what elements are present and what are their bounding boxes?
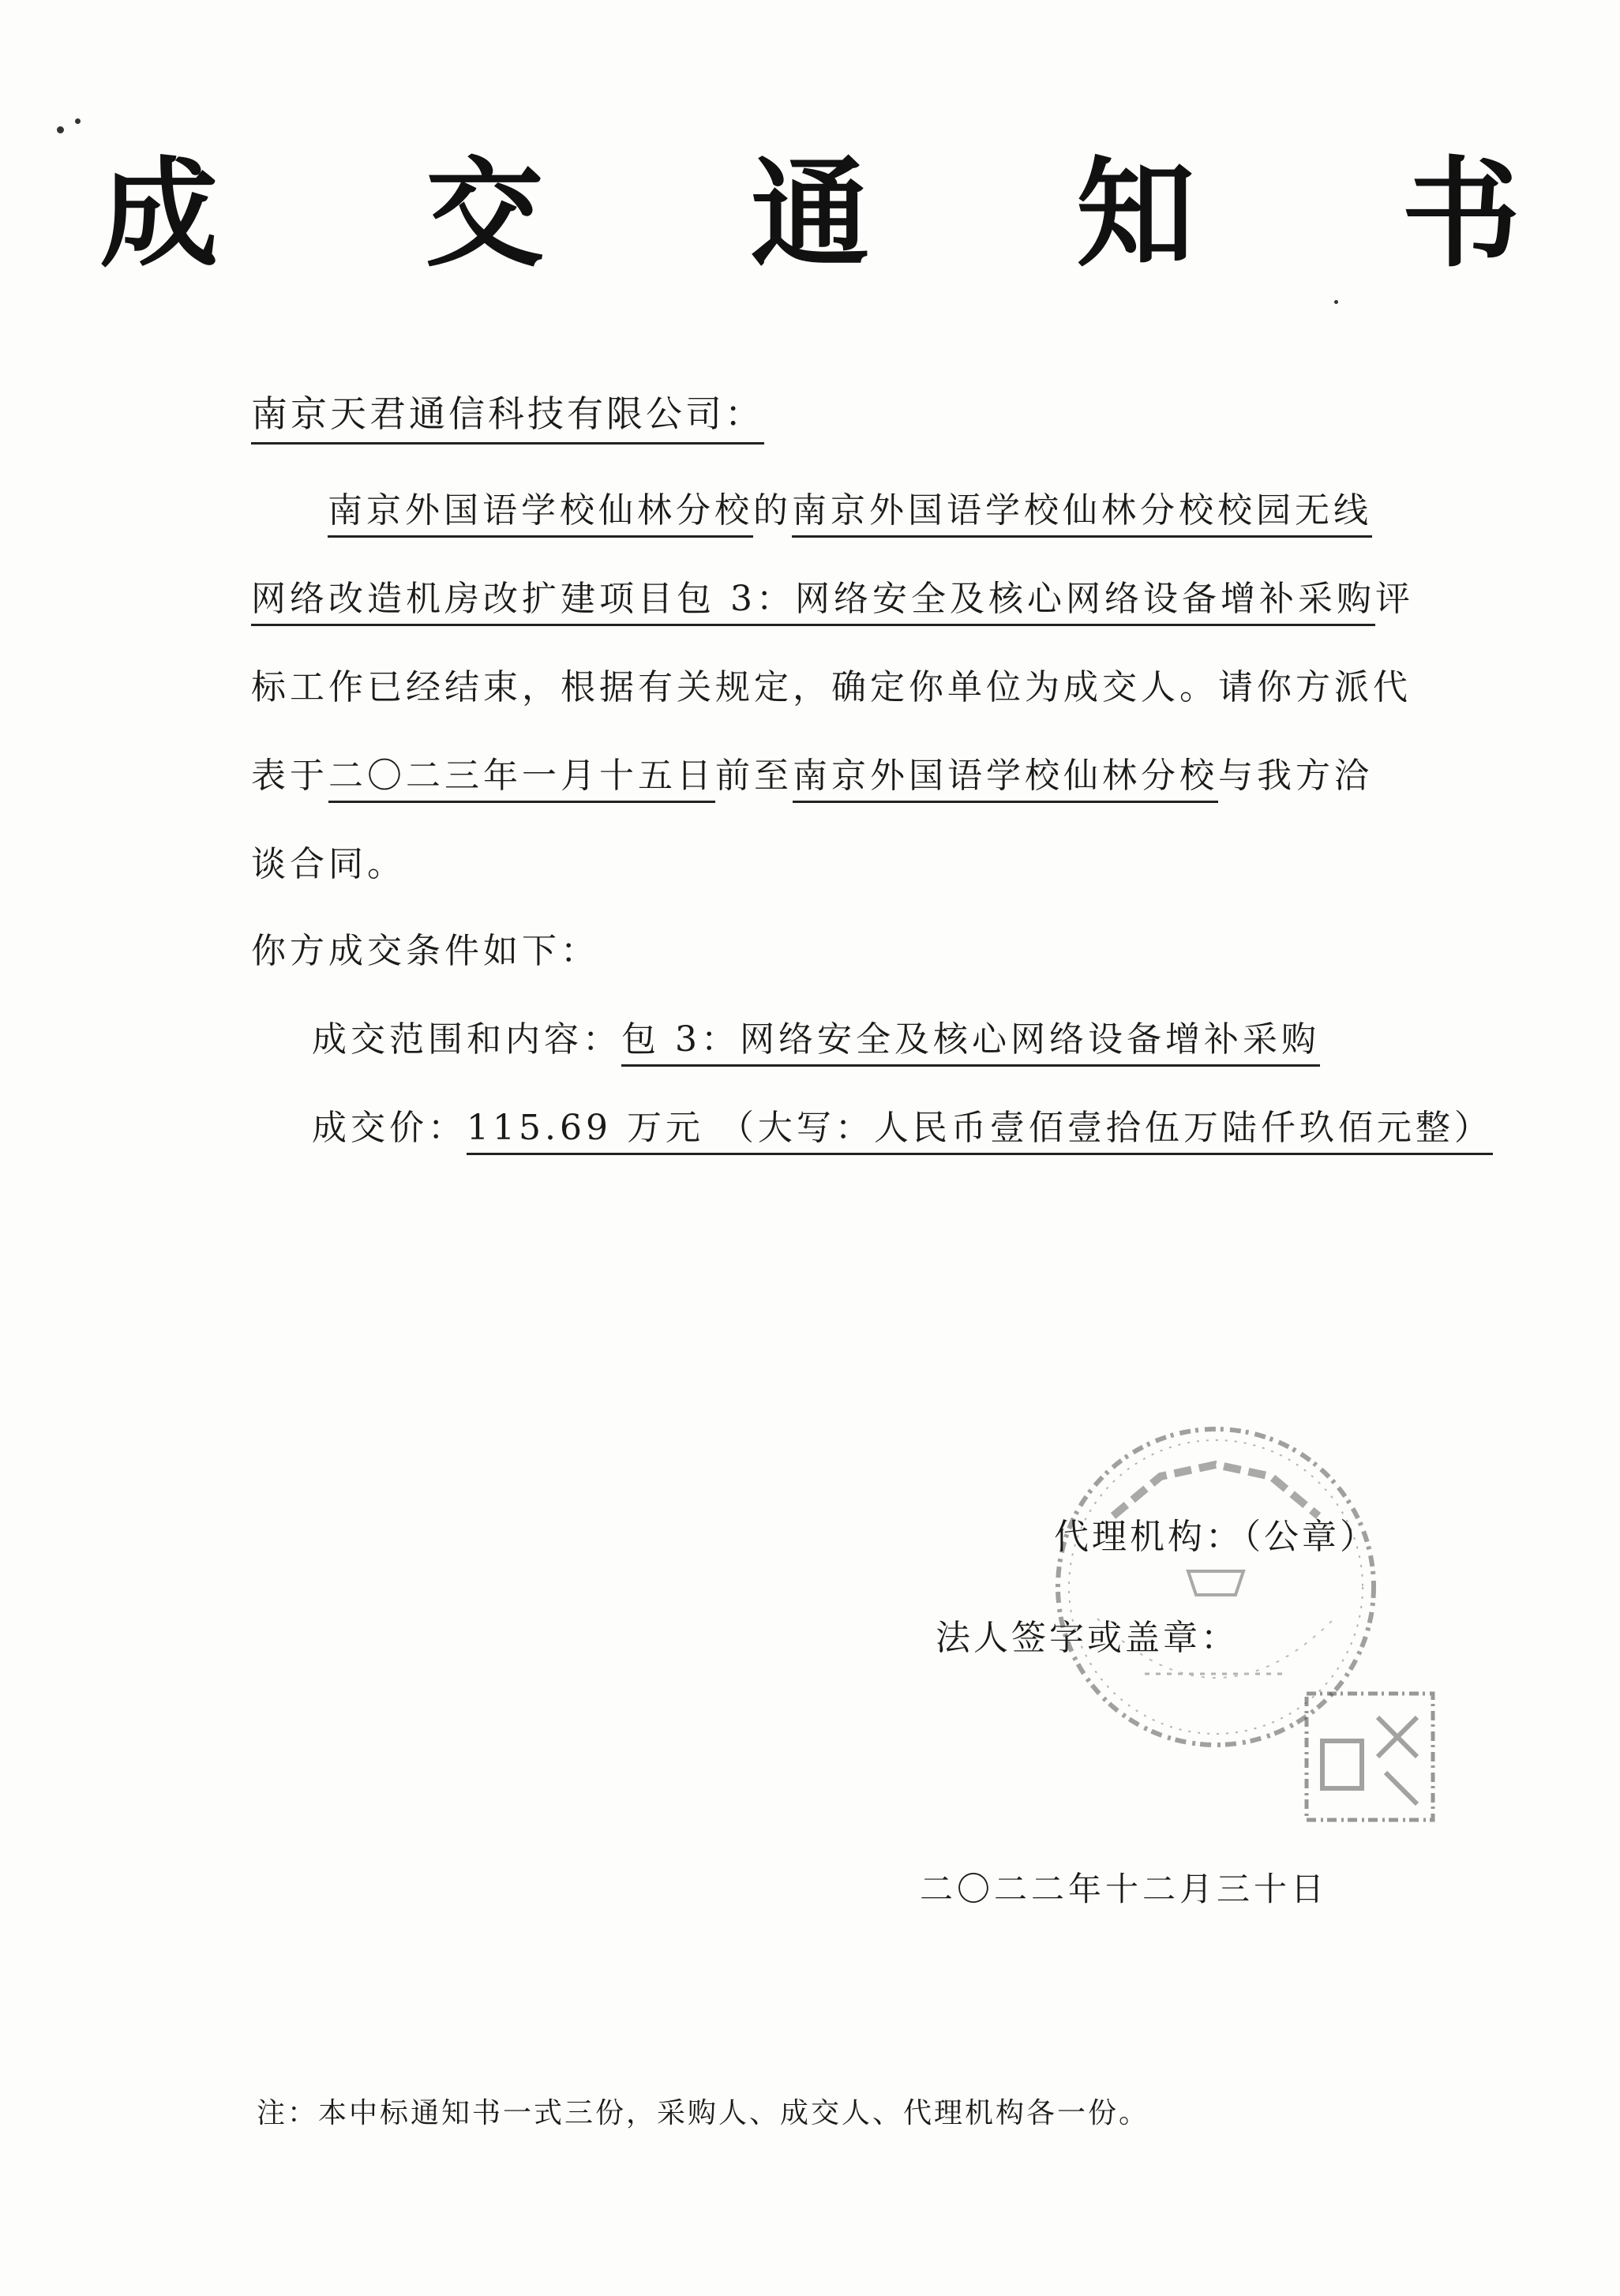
purchaser-name: 南京外国语学校仙林分校	[328, 490, 753, 538]
scope-label: 成交范围和内容：	[312, 1019, 621, 1060]
body-line-3	[251, 658, 1412, 709]
issue-date: 二〇二二年十二月三十日	[920, 1870, 1329, 1908]
conditions-intro	[251, 922, 599, 973]
legal-signature-label: 法人签字或盖章：	[936, 1618, 1239, 1658]
agency-label: 代理机构：（公章）	[1054, 1517, 1378, 1557]
line-prefix: 表于	[251, 756, 328, 796]
footnote: 注：本中标通知书一式三份，采购人、成交人、代理机构各一份。	[257, 2097, 1150, 2129]
body-line-2	[251, 570, 1414, 621]
project-name-part-2: 网络改造机房改扩建项目包 3：网络安全及核心网络设备增补采购	[251, 579, 1375, 626]
line-tail: 评	[1374, 579, 1414, 619]
document-title: 成 交 通 知 书	[99, 144, 1603, 283]
body-line-1	[328, 482, 1372, 532]
personal-stamp-icon	[1299, 1686, 1441, 1828]
price-value: 115.69 万元 （大写：人民币壹佰壹拾伍万陆仟玖佰元整）	[467, 1108, 1493, 1155]
line-mid: 前至	[715, 756, 793, 796]
scope-line	[312, 1011, 1320, 1061]
result-text: 标工作已经结束，根据有关规定，确定你单位为成交人。请你方派代	[251, 667, 1412, 707]
deadline-date: 二〇二三年一月十五日	[328, 756, 715, 803]
body-line-4	[251, 747, 1373, 797]
body-line-5	[251, 835, 406, 886]
meeting-place: 南京外国语学校仙林分校	[793, 756, 1218, 803]
connector-text: 的	[753, 490, 792, 531]
addressee: 南京天君通信科技有限公司：	[251, 385, 764, 445]
project-name-part-1: 南京外国语学校仙林分校校园无线	[792, 490, 1372, 538]
scope-value: 包 3：网络安全及核心网络设备增补采购	[621, 1019, 1320, 1067]
price-line	[312, 1099, 1493, 1150]
conditions-intro-text: 你方成交条件如下：	[251, 931, 599, 971]
price-label: 成交价：	[312, 1108, 467, 1148]
line-tail: 与我方洽	[1218, 756, 1373, 796]
speck-mark	[1334, 300, 1338, 304]
contract-text: 谈合同。	[251, 844, 406, 884]
